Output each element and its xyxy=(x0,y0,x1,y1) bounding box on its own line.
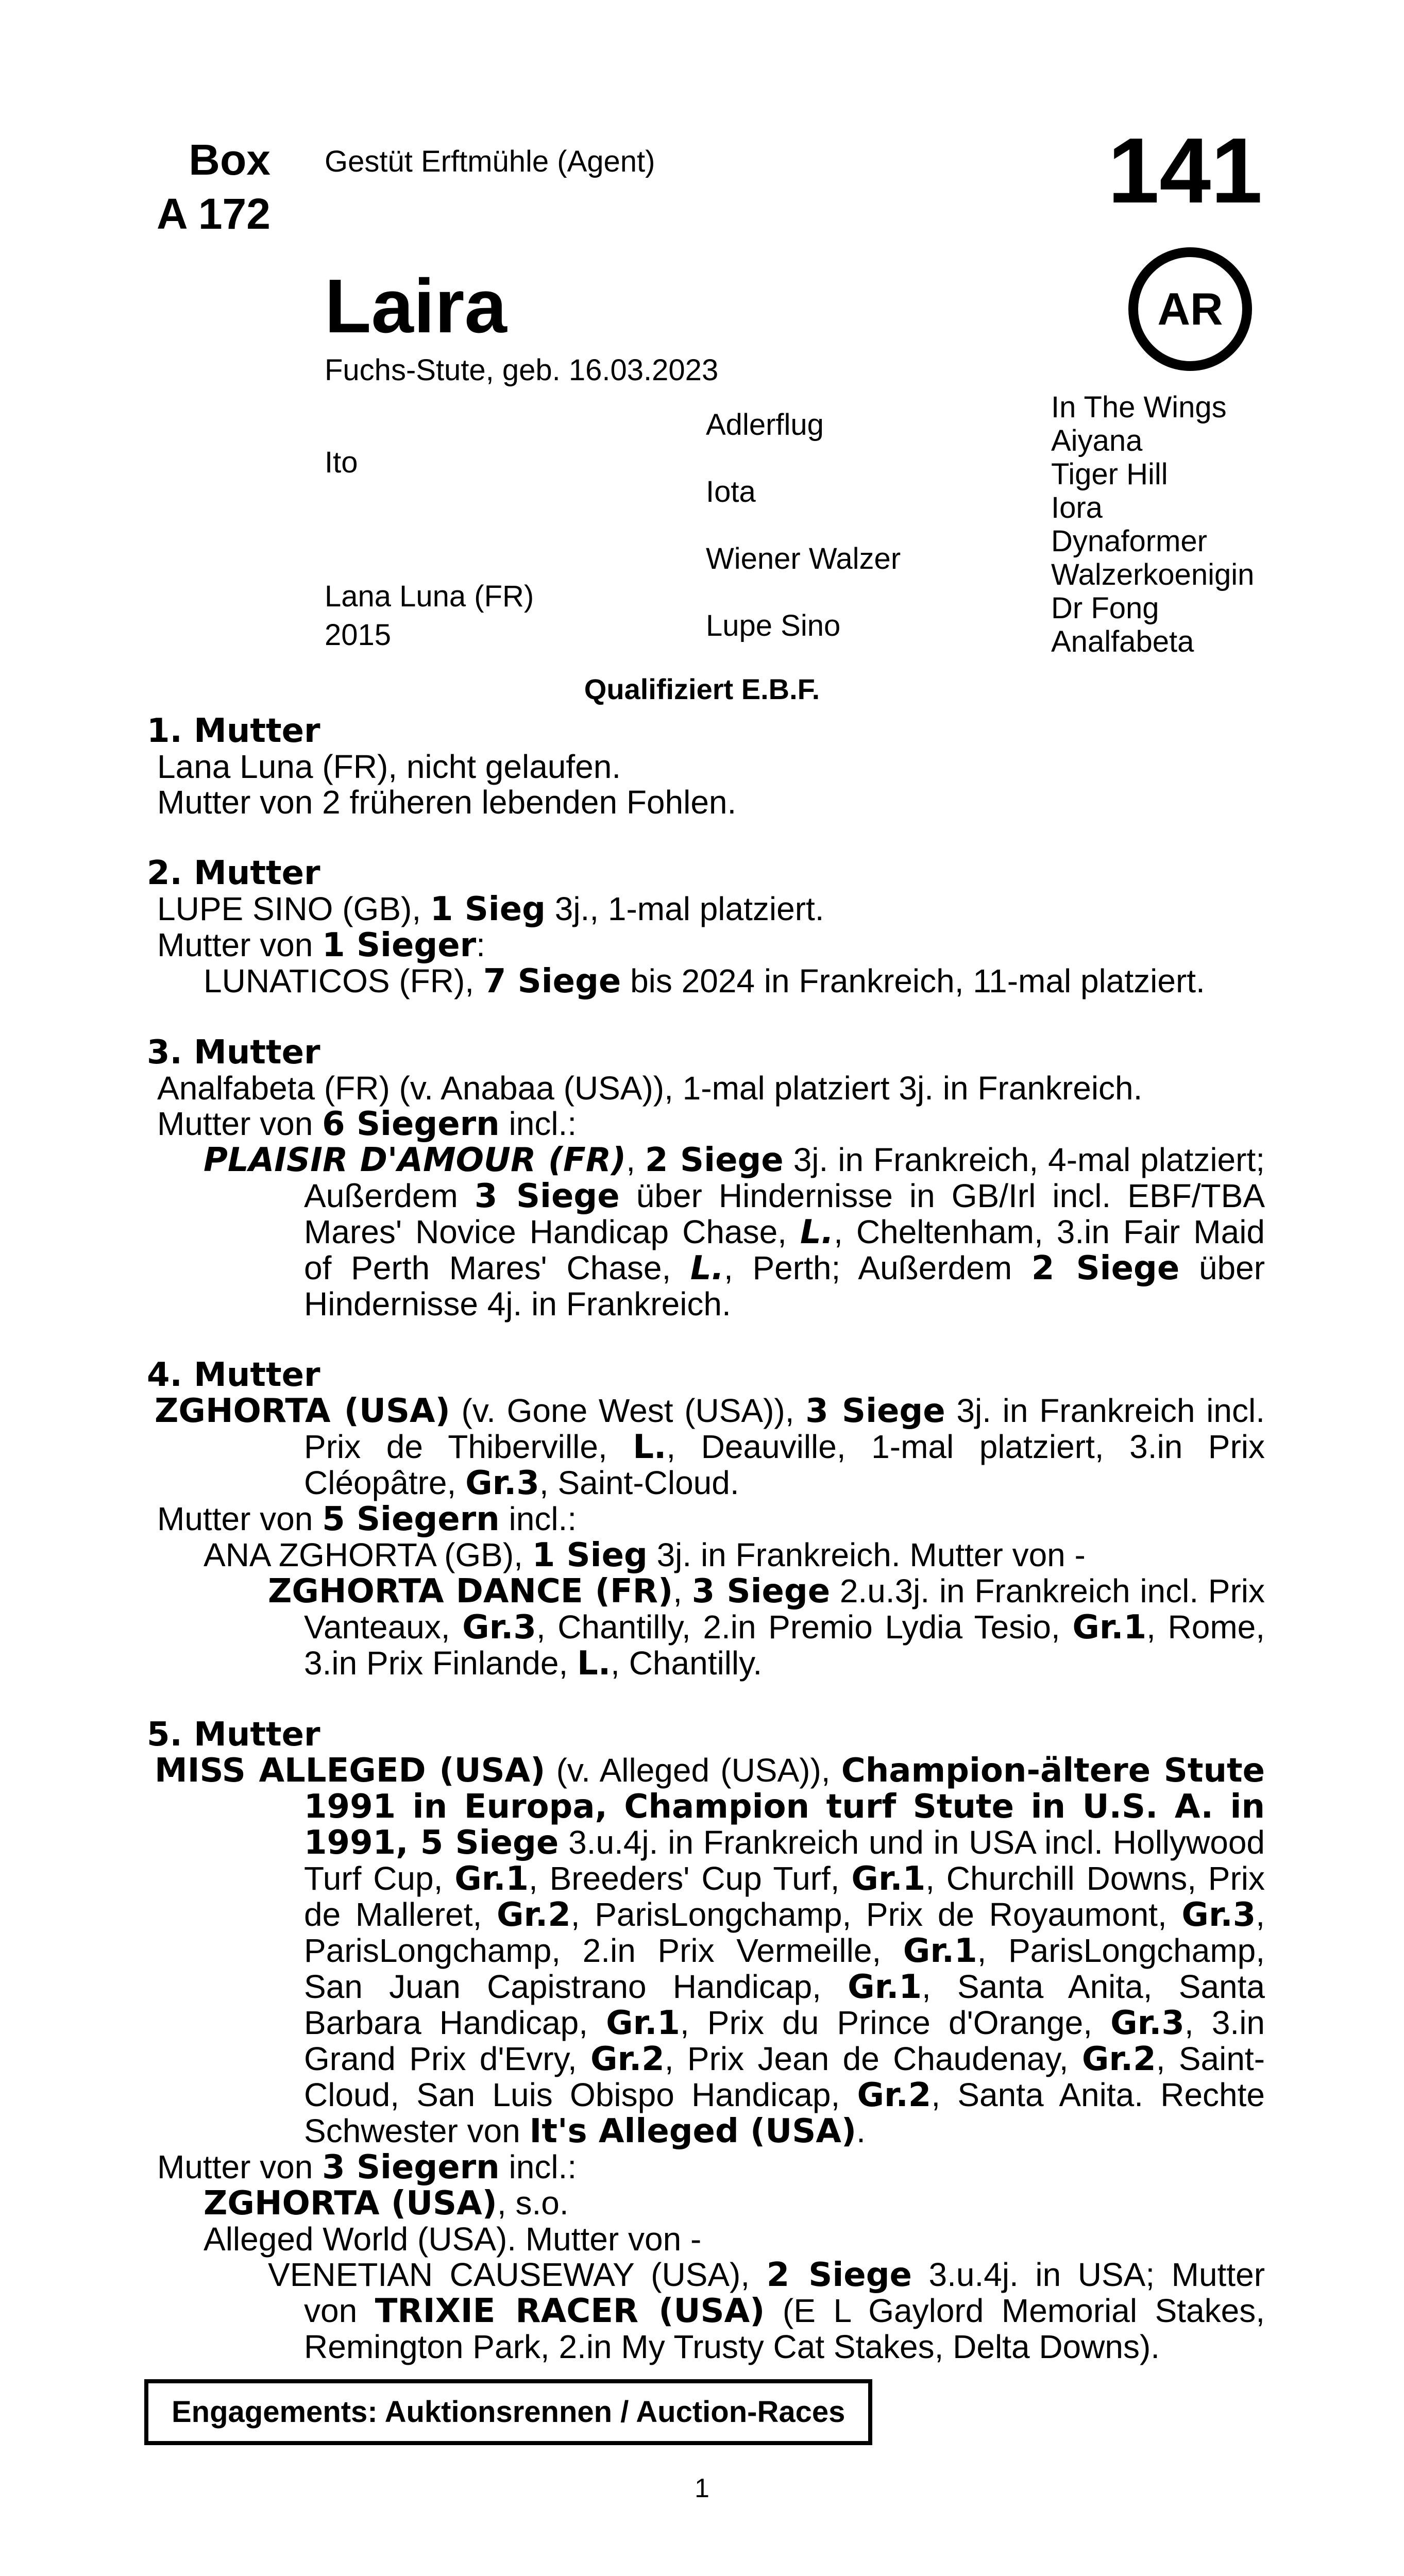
grandparent: Adlerflug xyxy=(706,408,824,442)
sire: Ito xyxy=(325,446,358,479)
text-bold: L. xyxy=(633,1428,667,1466)
text: , s.o. xyxy=(497,2184,569,2222)
text-bold: L. xyxy=(577,1645,611,1683)
mutter-2 xyxy=(147,856,1265,999)
grade: Gr.3 xyxy=(1181,1896,1256,1934)
grandparent: Wiener Walzer xyxy=(706,542,901,575)
text: LUNATICOS (FR), xyxy=(204,962,483,999)
horse-name-bold: ZGHORTA (USA) xyxy=(155,1392,450,1430)
horse-name-bold: TRIXIE RACER (USA) xyxy=(375,2292,765,2330)
text: , xyxy=(673,1572,692,1609)
text-bold: 1 Sieger xyxy=(322,926,477,964)
text: , Chantilly. xyxy=(611,1645,763,1682)
horse-name-bold: PLAISIR D'AMOUR (FR) xyxy=(204,1141,627,1179)
text-line xyxy=(147,963,1265,999)
great-grandparent: Iora xyxy=(1051,491,1103,524)
text: , Saint-Cloud, San Luis Obispo Handicap, xyxy=(304,2040,1265,2113)
text-line: Mutter von 2 früheren lebenden Fohlen. xyxy=(157,784,737,821)
grade: Gr.1 xyxy=(848,1968,922,2006)
great-grandparent: Dynaformer xyxy=(1051,524,1207,558)
text-paragraph xyxy=(147,2257,1265,2365)
text-line xyxy=(147,1537,1265,1573)
grade: Gr.2 xyxy=(590,2040,665,2078)
grade: Gr.1 xyxy=(903,1932,977,1970)
great-grandparent: Analfabeta xyxy=(1051,625,1194,658)
ar-badge-label: AR xyxy=(1157,283,1223,334)
text: (E L Gaylord Memorial Stakes, Remington Park, 2.in My Trusty Cat Stakes, Delta Downs). xyxy=(304,2292,1265,2365)
text-bold: 1 Sieg xyxy=(430,890,546,928)
text-bold: 5 Siegern xyxy=(322,1500,500,1538)
horse-name: Laira xyxy=(325,264,507,349)
text: bis 2024 in Frankreich, 11-mal platziert. xyxy=(621,962,1205,999)
text: über Hindernisse in GB/Irl incl. EBF/TBA Mares' Novice Handicap Chase, xyxy=(304,1177,1265,1250)
section-title: 5. Mutter xyxy=(147,1716,320,1754)
grade: Gr.1 xyxy=(606,2004,680,2042)
grade: Gr.1 xyxy=(454,1860,529,1898)
qualification: Qualifiziert E.B.F. xyxy=(584,673,820,705)
text: 3j. in Frankreich, 4-mal platziert; Außerdem xyxy=(304,1141,1265,1214)
text: , Cheltenham, 3.in Fair Maid of Perth Mares' Chase, xyxy=(304,1213,1265,1286)
text: incl.: xyxy=(499,1500,577,1537)
text-bold: Gr.3 xyxy=(462,1608,536,1647)
text-paragraph xyxy=(147,1142,1265,1322)
text: (v. Gone West (USA)), xyxy=(450,1392,806,1429)
mutter-3 xyxy=(147,1035,1265,1322)
text: Mutter von xyxy=(157,2148,323,2185)
text: , Rome, 3.in Prix Finlande, xyxy=(304,1608,1265,1682)
text: 3j., 1-mal platziert. xyxy=(545,890,824,927)
text: Mutter von xyxy=(157,926,323,963)
text-paragraph xyxy=(147,1753,1265,2149)
text: , ParisLongchamp, San Juan Capistrano Handicap, xyxy=(304,1932,1265,2005)
text: , Perth; Außerdem xyxy=(724,1249,1031,1286)
text: über Hindernisse 4j. in Frankreich. xyxy=(304,1249,1265,1323)
text: incl.: xyxy=(499,1105,577,1142)
box-label xyxy=(144,133,270,241)
text-bold: 7 Siege xyxy=(483,962,621,1001)
text: 2.u.3j. in Frankreich incl. Prix Vanteaux, xyxy=(304,1572,1265,1646)
mutter-4 xyxy=(147,1358,1265,1682)
section-title: 3. Mutter xyxy=(147,1033,320,1072)
text-bold: 3 Siegern xyxy=(322,2148,500,2187)
mutter-5 xyxy=(147,1717,1265,2365)
text: , Prix du Prince d'Orange, xyxy=(680,2004,1111,2041)
text-bold: 2 Siege xyxy=(766,2256,912,2294)
family-record xyxy=(147,714,1265,2400)
text: LUPE SINO (GB), xyxy=(157,890,430,927)
text-line xyxy=(147,2185,1265,2222)
dam-year: 2015 xyxy=(325,618,392,652)
text: 3j. in Frankreich incl. Prix de Thiberville, xyxy=(304,1392,1265,1465)
engagements-box: Engagements: Auktionsrennen / Auction-Races xyxy=(144,2379,872,2445)
text-line: Analfabeta (FR) (v. Anabaa (USA)), 1-mal platziert 3j. in Frankreich. xyxy=(157,1070,1143,1107)
text-line: Lana Luna (FR), nicht gelaufen. xyxy=(157,748,621,785)
text-bold: L. xyxy=(800,1213,834,1251)
text: . xyxy=(856,2112,866,2149)
lot-number: 141 xyxy=(1108,119,1263,223)
horse-name-bold: It's Alleged (USA) xyxy=(529,2112,857,2150)
horse-name-bold: ZGHORTA DANCE (FR) xyxy=(268,1572,673,1611)
section-title: 4. Mutter xyxy=(147,1356,320,1394)
text-bold: Gr.3 xyxy=(465,1464,539,1502)
text-bold: Gr.1 xyxy=(1072,1608,1147,1647)
horse-name-bold: ZGHORTA (USA) xyxy=(204,2184,497,2223)
text-bold: 2 Siege xyxy=(645,1141,784,1179)
text: : xyxy=(476,926,485,963)
ar-badge xyxy=(1128,247,1252,371)
text: ANA ZGHORTA (GB), xyxy=(204,1536,532,1573)
text-line xyxy=(147,2149,1265,2185)
grade: Gr.3 xyxy=(1110,2004,1185,2042)
text-line xyxy=(147,1501,1265,1537)
text-line: Alleged World (USA). Mutter von - xyxy=(204,2221,702,2258)
great-grandparent: Tiger Hill xyxy=(1051,457,1168,491)
great-grandparent: Aiyana xyxy=(1051,424,1143,457)
box-title: Box xyxy=(189,135,270,184)
text-bold: 3 Siege xyxy=(691,1572,831,1611)
text: , Chantilly, 2.in Premio Lydia Tesio, xyxy=(536,1608,1073,1646)
horse-name-bold: MISS ALLEGED (USA) xyxy=(155,1752,546,1790)
text: , ParisLongchamp, Prix de Royaumont, xyxy=(570,1896,1182,1933)
page-number: 1 xyxy=(695,2473,709,2503)
grade: Gr.2 xyxy=(857,2076,932,2114)
grandparent: Lupe Sino xyxy=(706,609,841,642)
text: Mutter von xyxy=(157,1500,323,1537)
text-line xyxy=(147,1106,1265,1142)
horse-description: Fuchs-Stute, geb. 16.03.2023 xyxy=(325,353,719,387)
grandparent: Iota xyxy=(706,475,756,509)
section-title: 2. Mutter xyxy=(147,854,320,892)
text-line xyxy=(147,927,1265,963)
text-bold: 2 Siege xyxy=(1031,1249,1180,1287)
great-grandparent: In The Wings xyxy=(1051,391,1227,424)
text-bold: 3 Siege xyxy=(474,1177,620,1215)
dam: Lana Luna (FR) xyxy=(325,580,534,613)
text-bold: Champion-ältere Stute 1991 in Europa, Champion turf Stute in U.S. A. in 1991, 5 Siege xyxy=(304,1752,1265,1862)
text: , ParisLongchamp, 2.in Prix Vermeille, xyxy=(304,1896,1265,1969)
agent: Gestüt Erftmühle (Agent) xyxy=(325,145,655,178)
grade: Gr.2 xyxy=(1081,2040,1156,2078)
great-grandparent: Dr Fong xyxy=(1051,591,1159,625)
text-bold: 1 Sieg xyxy=(532,1536,648,1574)
text: incl.: xyxy=(499,2148,577,2185)
text: 3.u.4j. in Frankreich und in USA incl. Hollywood Turf Cup, xyxy=(304,1824,1265,1897)
text: 3.u.4j. in USA; Mutter von xyxy=(304,2256,1265,2329)
text-paragraph xyxy=(147,1573,1265,1682)
text-bold: 3 Siege xyxy=(805,1392,945,1430)
text-line xyxy=(147,891,1265,927)
text-paragraph xyxy=(147,1393,1265,1501)
text: , Santa Anita. Rechte Schwester von xyxy=(304,2076,1265,2149)
section-title: 1. Mutter xyxy=(147,712,320,750)
text: Mutter von xyxy=(157,1105,323,1142)
grade: Gr.2 xyxy=(496,1896,571,1934)
great-grandparent: Walzerkoenigin xyxy=(1051,558,1255,591)
text: , Saint-Cloud. xyxy=(539,1464,739,1501)
grade: Gr.1 xyxy=(851,1860,926,1898)
mutter-1 xyxy=(147,714,1265,820)
text-bold: 6 Siegern xyxy=(322,1105,500,1143)
text: , Breeders' Cup Turf, xyxy=(529,1860,852,1897)
text: , Churchill Downs, Prix de Malleret, xyxy=(304,1860,1265,1933)
text: , Santa Anita, Santa Barbara Handicap, xyxy=(304,1968,1265,2041)
text: (v. Alleged (USA)), xyxy=(545,1752,841,1789)
text: , Deauville, 1-mal platziert, 3.in Prix Cléopâtre, xyxy=(304,1428,1265,1501)
text: , xyxy=(626,1141,646,1178)
text: 3j. in Frankreich. Mutter von - xyxy=(647,1536,1086,1573)
text: , Prix Jean de Chaudenay, xyxy=(664,2040,1082,2077)
text-bold: L. xyxy=(690,1249,724,1287)
text: VENETIAN CAUSEWAY (USA), xyxy=(268,2256,767,2293)
text: , 3.in Grand Prix d'Evry, xyxy=(304,2004,1265,2077)
box-number: A 172 xyxy=(156,190,270,238)
